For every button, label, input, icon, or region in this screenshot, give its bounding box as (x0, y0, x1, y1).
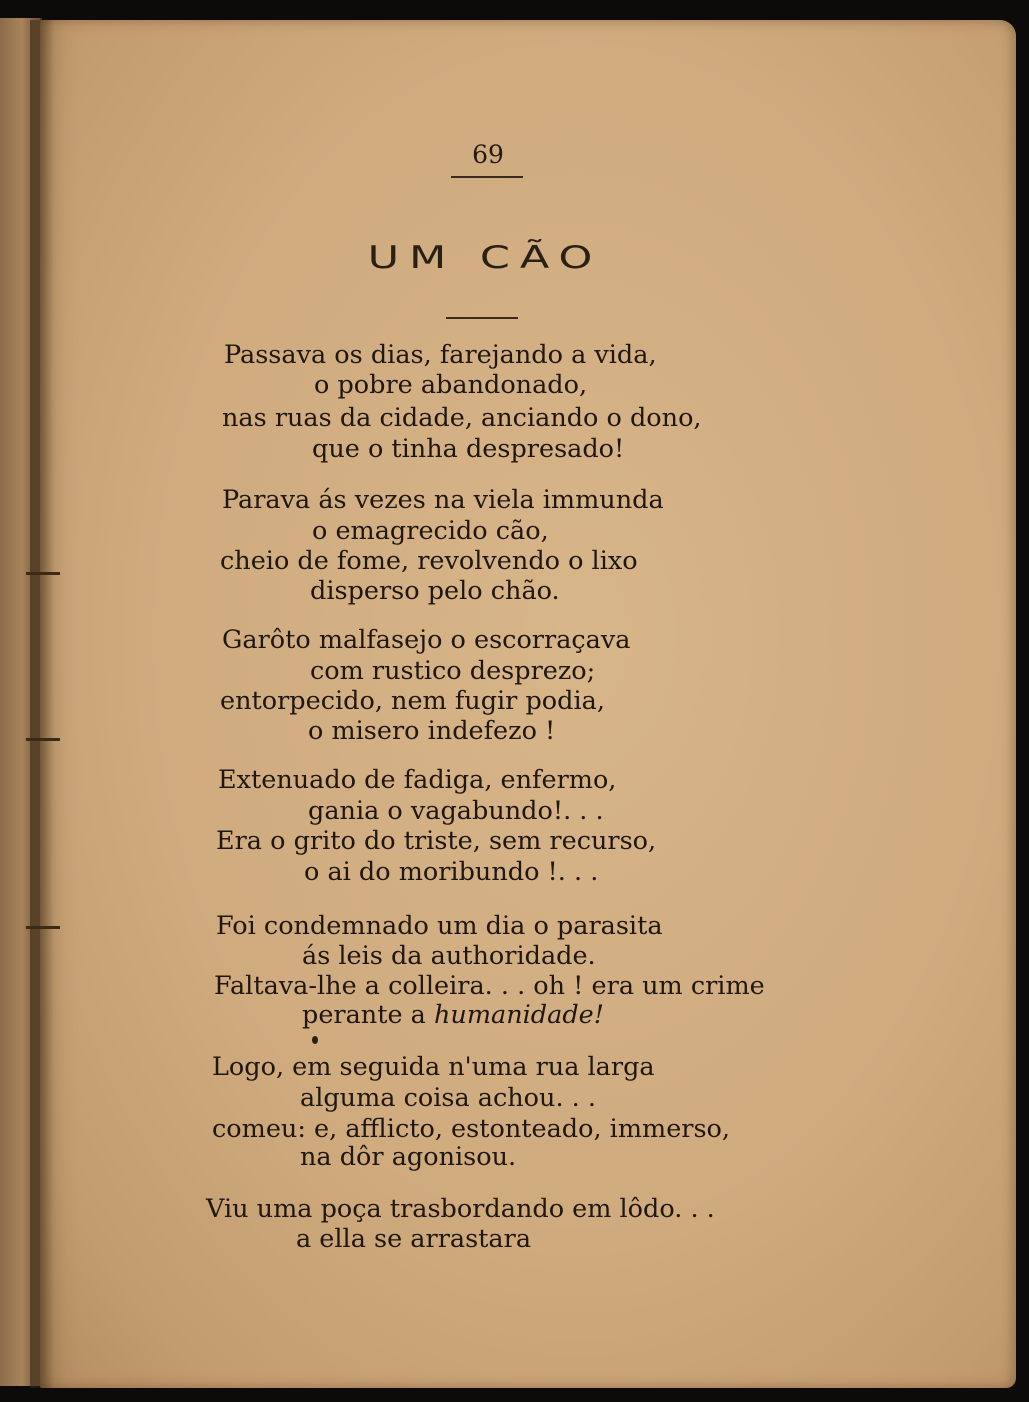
poem-line: Extenuado de fadiga, enfermo, (218, 765, 617, 795)
poem-line: Passava os dias, farejando a vida, (224, 340, 657, 370)
poem-line: a ella se arrastara (296, 1224, 532, 1254)
poem-line: cheio de fome, revolvendo o lixo (220, 546, 638, 576)
binding-stitch (26, 572, 60, 575)
poem-line: o pobre abandonado, (314, 370, 588, 400)
poem-line: o misero indefezo ! (308, 716, 556, 746)
binding-stitch (26, 738, 60, 741)
poem-line: que o tinha despresado! (312, 434, 625, 464)
poem-line: Faltava-lhe a colleira. . . oh ! era um crime (214, 971, 765, 1001)
poem-line-emphasis: humanidade! (433, 1000, 604, 1030)
poem-line (302, 1000, 604, 1030)
poem-line: Era o grito do triste, sem recurso, (216, 826, 657, 856)
poem-line: Garôto malfasejo o escorraçava (222, 625, 631, 655)
poem-line: gania o vagabundo!. . . (308, 796, 604, 826)
poem-line-text: perante a (302, 1000, 434, 1030)
poem-line: na dôr agonisou. (300, 1142, 517, 1172)
binding-stitch (26, 926, 60, 929)
page-number: 69 (472, 140, 504, 169)
poem-line: o emagrecido cão, (312, 516, 549, 546)
poem-line: nas ruas da cidade, anciando o dono, (222, 403, 702, 433)
poem-line: Foi condemnado um dia o parasita (216, 911, 663, 941)
poem-line: Viu uma poça trasbordando em lôdo. . . (206, 1194, 715, 1224)
title-rule (446, 317, 518, 319)
page-binding-shadow (30, 20, 54, 1388)
poem-line: Parava ás vezes na viela immunda (222, 485, 664, 515)
poem-line: o ai do moribundo !. . . (304, 857, 599, 887)
poem-title: UM CÃO (367, 240, 603, 276)
poem-line: ás leis da authoridade. (302, 941, 596, 971)
poem-line: comeu: e, afflicto, estonteado, immerso, (212, 1114, 731, 1144)
poem-line: Logo, em seguida n'uma rua larga (212, 1052, 655, 1082)
ink-speck (312, 1036, 318, 1044)
page-number-rule (451, 176, 523, 178)
poem-line: entorpecido, nem fugir podia, (220, 686, 605, 716)
poem-line: com rustico desprezo; (310, 656, 596, 686)
poem-line: alguma coisa achou. . . (300, 1083, 596, 1113)
poem-line: disperso pelo chão. (310, 576, 560, 606)
